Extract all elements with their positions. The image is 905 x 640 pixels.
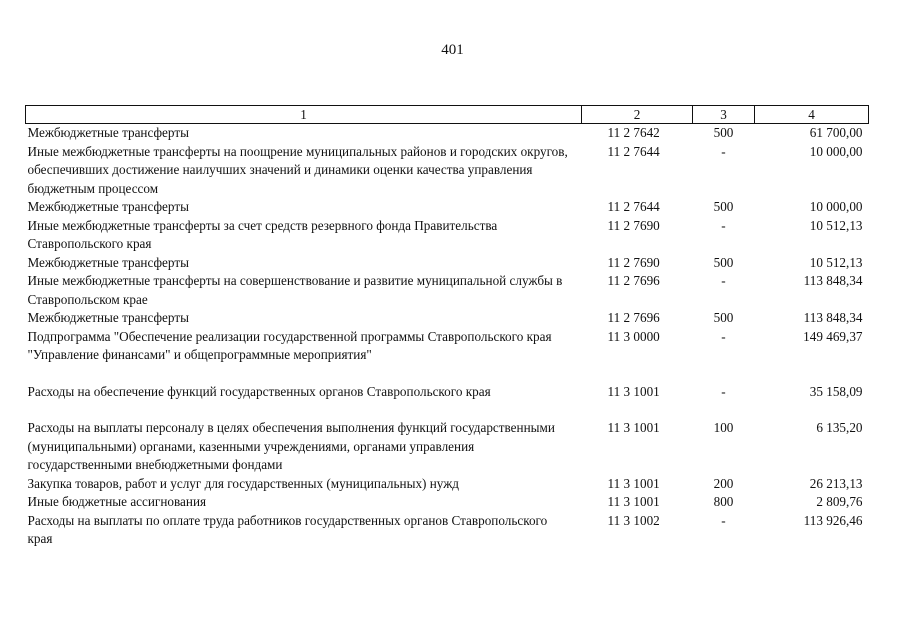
table-row [26, 383, 869, 420]
row-expense-type: 500 [713, 125, 734, 140]
row-expense-type: 500 [713, 310, 734, 325]
row-sum: 113 848,34 [803, 310, 863, 325]
row-expense-type: 500 [713, 199, 734, 214]
row-code: 11 3 1001 [607, 494, 660, 509]
row-name: Расходы на выплаты по оплате труда работников государственных органов Ставропольского края [27, 512, 548, 546]
row-code: 11 2 7690 [607, 254, 660, 270]
row-code: 11 2 7696 [607, 310, 660, 325]
row-code: 11 2 7644 [607, 199, 660, 214]
row-expense-type: 100 [713, 420, 734, 435]
table-row [26, 512, 869, 549]
row-name: Межбюджетные трансферты [27, 125, 189, 140]
table-row [26, 143, 869, 199]
row-code: 11 2 7690 [607, 217, 660, 233]
row-sum: 10 512,13 [809, 254, 863, 270]
column-header-2: 2 [582, 106, 693, 124]
table-row [26, 419, 869, 475]
row-code: 11 3 1001 [607, 475, 660, 491]
row-expense-type: - [721, 143, 726, 159]
row-expense-type: - [721, 273, 726, 288]
row-expense-type: - [721, 217, 726, 233]
row-name: Межбюджетные трансферты [27, 254, 189, 270]
column-header-4: 4 [755, 106, 869, 124]
row-name: Межбюджетные трансферты [27, 199, 189, 214]
row-sum: 35 158,09 [809, 383, 863, 399]
row-sum: 26 213,13 [809, 475, 863, 491]
row-sum: 10 512,13 [809, 217, 863, 233]
row-expense-type: - [721, 328, 726, 344]
row-sum: 149 469,37 [803, 328, 863, 344]
table-row [26, 217, 869, 254]
table-row [26, 272, 869, 309]
column-header-3: 3 [693, 106, 755, 124]
table-row [26, 254, 869, 273]
row-name: Подпрограмма "Обеспечение реализации государственной программы Ставропольского края "Управление финансами" и общепрограммные мероприятия" [27, 328, 552, 362]
row-sum: 6 135,20 [816, 420, 863, 435]
row-expense-type: 500 [713, 254, 734, 270]
row-sum: 10 000,00 [809, 199, 863, 214]
row-name: Расходы на выплаты персоналу в целях обеспечения выполнения функций государственными (муниципальными) органами, казенными учреждениями, органами управления государственными внебюджетными фондами [27, 420, 555, 472]
row-name: Иные межбюджетные трансферты на совершенствование и развитие муниципальной службы в Ставропольском крае [27, 273, 563, 307]
row-code: 11 3 1001 [607, 383, 660, 399]
row-code: 11 2 7696 [607, 273, 660, 288]
row-name: Межбюджетные трансферты [27, 310, 189, 325]
table-header [26, 106, 869, 124]
row-name: Иные межбюджетные трансферты на поощрение муниципальных районов и городских округов, обеспечивших достижение наилучших значений и динамики оценки качества управления бюджетным процессом [27, 143, 568, 196]
row-sum: 2 809,76 [816, 494, 863, 509]
table-row [26, 309, 869, 328]
row-sum: 113 926,46 [803, 512, 863, 528]
row-name: Иные бюджетные ассигнования [27, 494, 207, 509]
table-row [26, 328, 869, 383]
row-expense-type: - [721, 512, 726, 528]
header-row [26, 106, 869, 124]
row-code: 11 2 7642 [607, 125, 660, 140]
table-row [26, 124, 869, 143]
page-number: 401 [441, 42, 464, 58]
row-sum: 61 700,00 [809, 125, 863, 140]
row-name: Закупка товаров, работ и услуг для государственных (муниципальных) нужд [27, 475, 460, 491]
table-row [26, 198, 869, 217]
column-header-1: 1 [26, 106, 582, 124]
row-code: 11 3 1002 [607, 512, 660, 528]
row-name: Расходы на обеспечение функций государственных органов Ставропольского края [27, 383, 491, 399]
table-row [26, 475, 869, 494]
row-expense-type: - [721, 383, 726, 399]
table-row [26, 493, 869, 512]
row-code: 11 3 0000 [607, 328, 660, 344]
table-body [26, 124, 869, 549]
row-expense-type: 200 [713, 475, 734, 491]
row-expense-type: 800 [713, 494, 734, 509]
row-code: 11 2 7644 [607, 143, 660, 159]
row-code: 11 3 1001 [607, 420, 660, 435]
row-sum: 113 848,34 [803, 273, 863, 288]
row-name: Иные межбюджетные трансферты за счет средств резервного фонда Правительства Ставропольского края [27, 217, 498, 251]
budget-table [25, 105, 869, 549]
row-sum: 10 000,00 [809, 143, 863, 159]
